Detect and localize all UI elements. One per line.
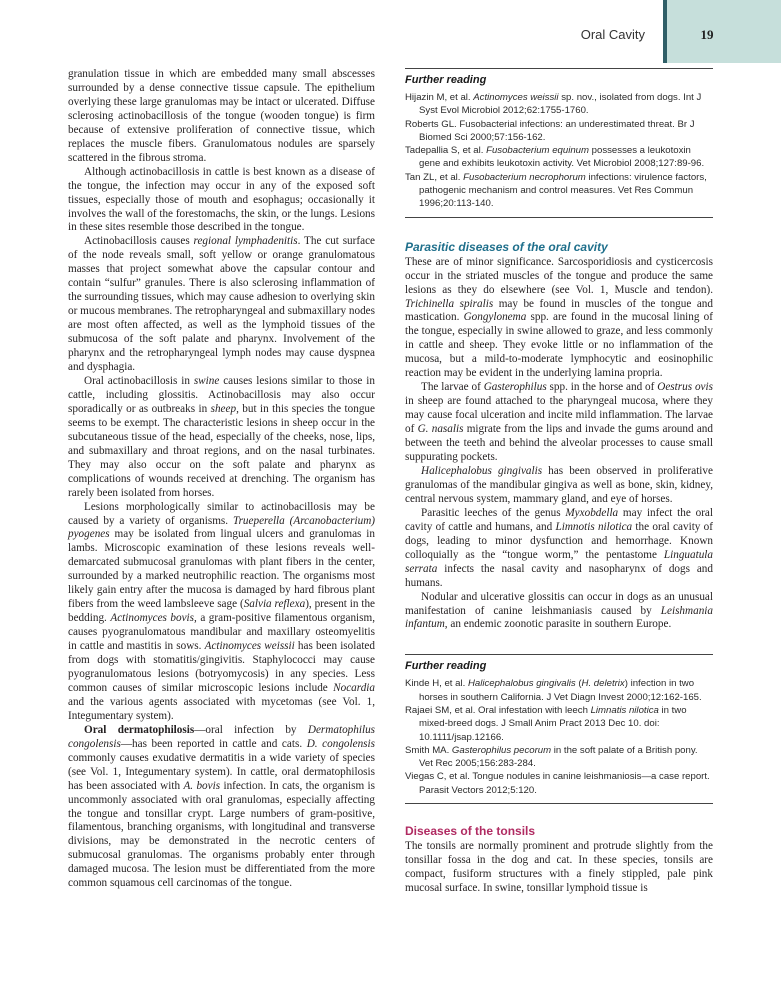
body-paragraph: Although actinobacillosis in cattle is best known as a disease of the tongue, the infection may occur in any of the exposed soft tissues, especially those of mouth and esophagus; occasionally it involves the wall of the forestomachs, the skin, or the lungs. Lesions in these sites resemble those described in the tongue. (68, 165, 375, 234)
reference-list (405, 91, 713, 211)
body-paragraph: Halicephalobus gingivalis has been observed in proliferative granulomas of the mandibular gingiva as well as bone, skin, kidney, central nervous system, mammary gland, and eye of horses. (405, 464, 713, 505)
reference-item: Hijazin M, et al. Actinomyces weissii sp. nov., isolated from dogs. Int J Syst Evol Microbiol 2012;62:1755-1760. (405, 92, 702, 117)
reference-item: Roberts GL. Fusobacterial infections: an underestimated threat. Br J Biomed Sci 2000;57:156-162. (405, 118, 695, 143)
reference-item: Tadepallia S, et al. Fusobacterium equinum possesses a leukotoxin gene and exhibits leukotoxin activity. Vet Microbiol 2008;127:89-96. (405, 145, 705, 170)
body-paragraph: The larvae of Gasterophilus spp. in the horse and of Oestrus ovis in sheep are found attached to the pharyngeal mucosa, where they may cause focal ulceration and incite mild inflammation. The larvae of G. nasalis migrate from the lips and invade the gums around and between the teeth and behind the alveolar processes to cause small suppurating pockets. (405, 381, 713, 464)
running-header: Oral Cavity (580, 27, 645, 42)
reference-item: Viegas C, et al. Tongue nodules in canine leishmaniosis—a case report. Parasit Vectors 2012;5:120. (405, 771, 710, 796)
divider (405, 803, 713, 804)
reference-item: Smith MA. Gasterophilus pecorum in the soft palate of a British pony. Vet Rec 2005;156:283-284. (405, 744, 698, 770)
body-paragraph: Parasitic leeches of the genus Myxobdella may infect the oral cavity of cattle and humans, and Limnotis nilotica the oral cavity of dogs, leading to minor dysfunction and hemorrhage. Known colloquially as the “tongue worm,” the pentastome Linguatula serrata infects the nasal cavity and nasopharynx of dogs and humans. (405, 506, 713, 589)
further-reading-heading: Further reading (405, 74, 487, 86)
body-paragraph: Oral dermatophilosis—oral infection by Dermatophilus congolensis—has been reported in cattle and cats. D. congolensis commonly causes exudative dermatitis in a wide variety of species (see Vol. 1, Integumentary system). In cattle, oral dermatophilosis has been associated with A. bovis infection. In cats, the organism is uncommonly associated with oral granulomas, especially affecting the tongue and tonsillar crypt. Large numbers of gram-positive, filamentous, branching organisms, with longitudinal and transverse divisions, may be demonstrated in the necrotic centers of submucosal granulomas. The organisms probably enter through damaged mucosa. The lesion must be differentiated from the more common squamous cell carcinomas of the tongue. (68, 723, 376, 890)
divider (405, 654, 713, 655)
right-column (405, 68, 713, 896)
further-reading-heading: Further reading (405, 660, 487, 673)
reference-item: Kinde H, et al. Halicephalobus gingivalis (H. deletrix) infection in two horses in southern California. J Vet Diagn Invest 2000;12:162-165. (405, 678, 702, 703)
body-paragraph: Actinobacillosis causes regional lymphadenitis. The cut surface of the node reveals small, soft yellow or orange granulomatous masses that project somewhat above the capsular contour and contain “sulfur” granules. There is also sclerosing inflammation of the surrounding tissues, which may cause adhesion to overlying skin or mucous membranes. The retropharyngeal and submaxillary nodes are most often affected, as well as the lymphoid tissues of the submucosa of the soft palate and pharynx. Involvement of the pharynx and the retropharyngeal lymph nodes may cause dyspnea and dysphagia. (68, 235, 375, 374)
page-number: 19 (700, 27, 714, 42)
body-paragraph: granulation tissue in which are embedded many small abscesses surrounded by a dense connective tissue capsule. The epithelium overlying these large granulomas may be intact or ulcerated. Diffuse sclerosing actinobacillosis of the tongue (wooden tongue) is firm because of extensive proliferation of connective tissue, which replaces the muscle fibers. Granulomatous nodules are sparsely scattered in the fibrous stroma. (68, 68, 375, 164)
body-paragraph: Lesions morphologically similar to actinobacillosis may be caused by a variety of organisms. Trueperella (Arcanobacterium) pyogenes may be isolated from lingual ulcers and granulomas in lambs. Microscopic examination of these lesions reveals well-demarcated submucosal granulomas with plant fibers in the center, surrounded by a marked neutrophilic reaction. The organisms most likely gain entry after the mucosa is damaged by hard fibrous plant fibers from the weed lambsleeve sage (Salvia reflexa), present in the bedding. Actinomyces bovis, a gram-positive filamentous organism, causes pyogranulomatous mandibular and maxillary osteomyelitis in cattle and mastitis in sows. Actinomyces weissii has been isolated from dogs with stomatitis/gingivitis. Staphylococci may cause pyogranulomatous lesions (botryomycosis) in any species. Less common causes of similar microscopic lesions include Nocardia and the various agents associated with mycetomas (see Vol. 1, Integumentary system). (68, 500, 376, 722)
section-heading-tonsils: Diseases of the tonsils (405, 824, 536, 839)
divider (405, 68, 713, 69)
divider (405, 217, 713, 218)
left-column (68, 68, 375, 891)
reference-item: Tan ZL, et al. Fusobacterium necrophorum infections: virulence factors, pathogenic mechanism and control measures. Vet Res Commun 1996;20:113-140. (405, 171, 707, 210)
body-paragraph: These are of minor significance. Sarcosporidiosis and cysticercosis occur in the striated muscles of the tongue and produce the same lesions as they do elsewhere (see Vol. 1, Muscle and tendon). Trichinella spiralis may be found in muscles of the tongue and mastication. Gongylonema spp. are found in the mucosal lining of the tongue, especially in swine allowed to graze, and less commonly in cattle and sheep. They evoke little or no inflammation of the mucosa, but a mild-to-moderate lymphocytic and eosinophilic reaction may be evident in the underlying lamina propria. (405, 255, 713, 380)
reference-item: Rajaei SM, et al. Oral infestation with leech Limnatis nilotica in two mixed-breed dogs. J Small Anim Pract 2013 Dec 10. doi: 10.1111/jsap.12166. (405, 705, 687, 743)
body-paragraph: Oral actinobacillosis in swine causes lesions similar to those in cattle, including glossitis. Actinobacillosis may also occur sporadically or as outbreaks in sheep, but in this species the tongue seems to be exempt. The characteristic lesions in sheep occur in the subcutaneous tissue of the head, especially of the cheeks, nose, lips, and submaxillary and throat regions, and on the nasal turbinates. They may also occur on the soft palate and pharynx as complications of wounds received at drenching. The organism has rarely been isolated from horses. (68, 374, 375, 499)
body-paragraph: The tonsils are normally prominent and protrude slightly from the tonsillar fossa in the dog and cat. In these species, tonsils are compact, fusiform structures with a finely stippled, pale pink mucosal surface. In swine, tonsillar lymphoid tissue is (405, 840, 713, 894)
section-heading-parasitic: Parasitic diseases of the oral cavity (405, 239, 608, 254)
body-paragraph: Nodular and ulcerative glossitis can occur in dogs as an unusual manifestation of canine leishmaniasis caused by Leishmania infantum, an endemic zoonotic parasite in southern Europe. (405, 590, 713, 631)
reference-list (405, 677, 713, 797)
